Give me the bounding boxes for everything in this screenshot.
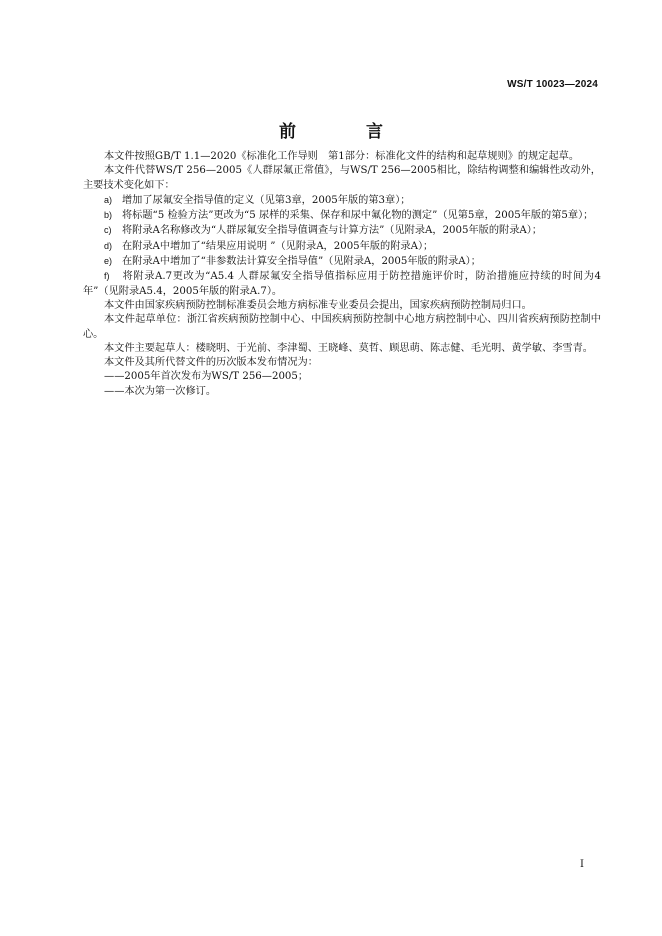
paragraph-drafting-rules: 本文件按照GB/T 1.1—2020《标准化工作导则 第1部分：标准化文件的结构和起草规则》的规定起草。 (104, 151, 580, 162)
change-item (83, 239, 601, 254)
item-text: 增加了尿氟安全指导值的定义（见第3章，2005年版的第3章）； (122, 194, 411, 206)
item-text: 在附录A中增加了“结果应用说明 ”（见附录A，2005年版的附录A）； (122, 240, 434, 252)
change-item (83, 208, 601, 223)
item-marker: d) (104, 240, 113, 251)
item-text: 将附录A名称修改为“人群尿氟安全指导值调查与计算方法”（见附录A，2005年版的附录A）； (122, 225, 543, 237)
change-item (83, 193, 601, 208)
item-text: 将附录A.7更改为“A5.4 人群尿氟安全指导值指标应用于防控措施评价时，防治措施应持续的时间为4年”（见附录A5.4，2005年版的附录A.7）。 (83, 271, 601, 297)
item-marker: c) (104, 225, 112, 236)
item-text: 在附录A中增加了“非参数法计算安全指导值”（见附录A，2005年版的附录A）； (122, 256, 481, 268)
item-marker: f) (104, 271, 110, 282)
paragraph-drafting-units: 本文件起草单位：浙江省疾病预防控制中心、中国疾病预防控制中心地方病控制中心、四川省疾病预防控制中心。 (83, 314, 601, 340)
paragraph-history-intro: 本文件及其所代替文件的历次版本发布情况为： (104, 357, 318, 369)
paragraph-drafters: 本文件主要起草人：楼晓明、于光前、李津蜀、王晓峰、莫哲、顾思萌、陈志健、毛光明、黄学敏、李雪青。 (104, 342, 593, 354)
standard-code: WS/T 10023—2024 (507, 79, 598, 90)
change-item (83, 223, 601, 238)
paragraph-replacement: 本文件代替WS/T 256—2005《人群尿氟正常值》，与WS/T 256—2005相比，除结构调整和编辑性改动外，主要技术变化如下： (83, 165, 601, 191)
change-item (83, 254, 601, 269)
item-text: 将标题“5 检验方法”更改为“5 尿样的采集、保存和尿中氟化物的测定”（见第5章，2005年版的第5章）； (122, 210, 594, 222)
item-marker: a) (104, 194, 113, 205)
history-item: ——2005年首次发布为WS/T 256—2005； (104, 371, 309, 383)
item-marker: b) (104, 210, 113, 221)
page-number: I (580, 859, 584, 870)
document-body (83, 150, 601, 399)
history-item: ——本次为第一次修订。 (104, 385, 217, 397)
item-marker: e) (104, 256, 113, 267)
page-title: 前 言 (279, 122, 415, 142)
paragraph-proposer: 本文件由国家疾病预防控制标准委员会地方病标准专业委员会提出，国家疾病预防控制局归口。 (104, 299, 532, 311)
change-item (83, 269, 601, 299)
